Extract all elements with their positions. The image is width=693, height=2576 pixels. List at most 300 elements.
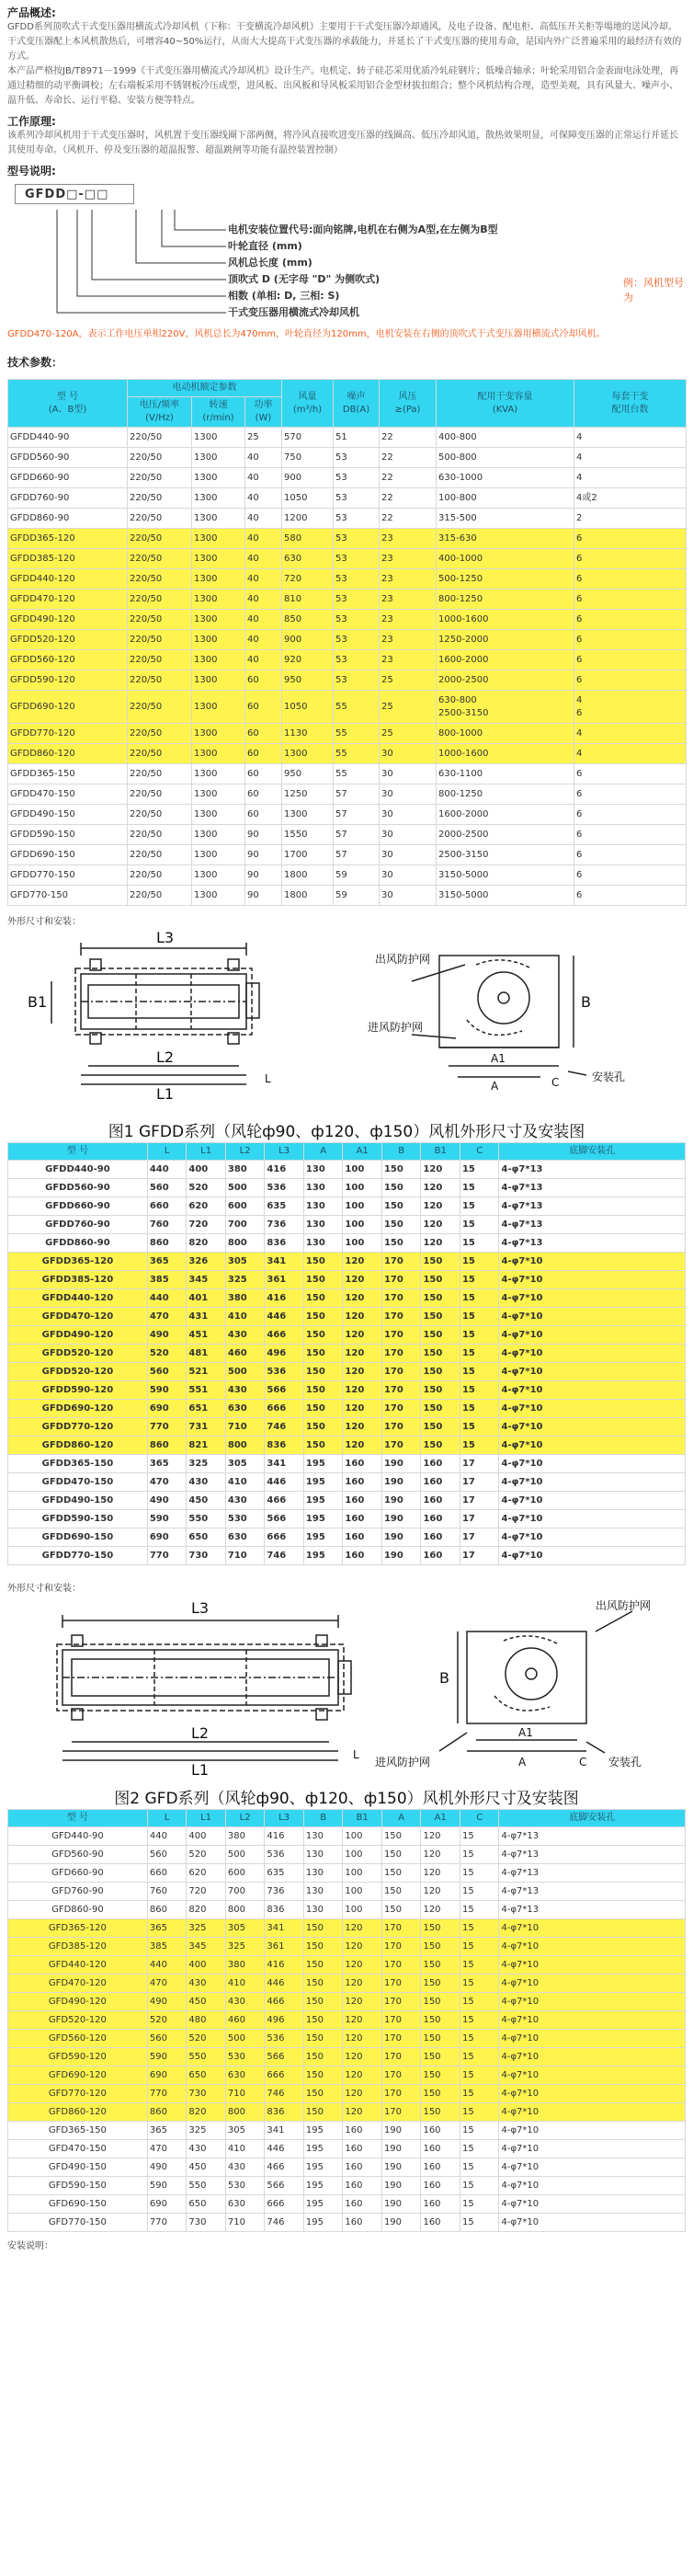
table-cell: 430 [225, 2158, 265, 2177]
cell-power: 25 [245, 428, 282, 448]
cell-pressure: 30 [380, 744, 437, 764]
table-cell: 4-φ7*10 [499, 2214, 686, 2232]
table-cell: GFD440-90 [8, 1827, 148, 1846]
cell-air: 1130 [282, 724, 334, 744]
table-cell: 305 [225, 1919, 265, 1938]
cell-model: GFDD860-120 [8, 744, 128, 764]
table-cell: 836 [265, 1437, 304, 1455]
table-cell: 170 [381, 1308, 421, 1326]
table-row [8, 865, 687, 886]
table-cell: 4-φ7*10 [499, 1528, 686, 1547]
table-cell: 325 [187, 1455, 226, 1473]
table-cell: 150 [381, 1883, 421, 1901]
cell-air: 900 [282, 468, 334, 488]
table-row [8, 1363, 686, 1381]
table-row [8, 1492, 686, 1510]
table-cell: 460 [225, 2011, 265, 2030]
table-cell: 150 [421, 2067, 460, 2085]
table-cell: GFDD690-150 [8, 1528, 148, 1547]
cell-noise: 59 [334, 865, 380, 886]
cell-capacity: 2000-2500 [437, 825, 574, 845]
table-cell: 430 [225, 1993, 265, 2011]
cell-voltage: 220/50 [128, 549, 192, 569]
table-cell: 100 [343, 1864, 382, 1883]
cell-air: 950 [282, 670, 334, 691]
table-row [8, 1919, 686, 1938]
table-cell: 150 [421, 1289, 460, 1308]
table-cell: 305 [225, 2122, 265, 2140]
cell-air: 1050 [282, 691, 334, 724]
table-cell: 4-φ7*10 [499, 1975, 686, 1993]
table-cell: 120 [343, 1363, 382, 1381]
table-cell: 120 [421, 1827, 460, 1846]
cell-speed: 1300 [192, 845, 245, 865]
cell-noise: 53 [334, 569, 380, 590]
table-cell: 4-φ7*13 [499, 1234, 686, 1253]
table-cell: 15 [460, 1308, 499, 1326]
table-cell: 15 [460, 1326, 499, 1345]
table-cell: 530 [225, 2177, 265, 2195]
th-col-0: 型 号 [8, 1143, 148, 1161]
table-cell: 160 [421, 2214, 460, 2232]
table-cell: 130 [303, 1846, 343, 1864]
dims2-table-body [8, 1827, 686, 2232]
table-cell: 15 [460, 1864, 499, 1883]
table-cell: 730 [187, 2085, 226, 2103]
table-cell: 650 [187, 2067, 226, 2085]
table-cell: 4-φ7*10 [499, 1993, 686, 2011]
table-cell: 120 [343, 2030, 382, 2048]
table-cell: 120 [343, 1919, 382, 1938]
table-cell: 560 [147, 1179, 187, 1197]
table-cell: 820 [187, 2103, 226, 2122]
table-cell: 446 [265, 1473, 304, 1492]
table-cell: 100 [343, 1197, 382, 1216]
cell-qty: 4 [574, 744, 687, 764]
table-cell: 150 [381, 1901, 421, 1919]
table-cell: 520 [187, 2030, 226, 2048]
table-cell: 470 [147, 2140, 187, 2158]
table-cell: 736 [265, 1883, 304, 1901]
table-cell: 466 [265, 1326, 304, 1345]
overview-body-2: 本产品严格按JB/T8971－1999《干式变压器用横流式冷却风机》设计生产。电机定、转子硅芯采用优质冷轧硅钢片；低噪音轴承；叶轮采用铝合金表面电泳处理，再通过精细的动平衡调校；左右端板采用不锈钢板冷压成型，进风板、出风板和导风板采用铝合金型材拔扣组合；整个风机结构合理，造型美观，具有风量大、噪声小、温升低、寿命长、运行平稳、安装方便等特点。 [7, 66, 679, 106]
table-row [8, 886, 687, 906]
dim-b: B [581, 993, 591, 1011]
cell-pressure: 23 [380, 610, 437, 630]
th-air: 风量 (m³/h) [282, 380, 334, 428]
table-row [8, 2030, 686, 2048]
table-cell: 160 [421, 1510, 460, 1528]
table-row [8, 569, 687, 590]
table-cell: 160 [343, 1510, 382, 1528]
cell-air: 1300 [282, 805, 334, 825]
table-cell: 590 [147, 2177, 187, 2195]
table-cell: 325 [187, 1919, 226, 1938]
cell-noise: 53 [334, 509, 380, 529]
table-cell: 170 [381, 2030, 421, 2048]
table-row [8, 1179, 686, 1197]
cell-capacity: 800-1000 [437, 724, 574, 744]
table-cell: 431 [187, 1308, 226, 1326]
th-col-2: L1 [187, 1143, 226, 1161]
table-cell: 170 [381, 2048, 421, 2067]
cell-air: 1700 [282, 845, 334, 865]
table-cell: 520 [147, 1345, 187, 1363]
table-row [8, 2103, 686, 2122]
table-cell: 660 [147, 1864, 187, 1883]
table-cell: 416 [265, 1827, 304, 1846]
table-cell: 15 [460, 1956, 499, 1975]
th-voltage: 电压/频率 (V/Hz) [128, 397, 192, 428]
tech-table [7, 379, 687, 906]
cell-capacity: 1000-1600 [437, 610, 574, 630]
cell-power: 60 [245, 744, 282, 764]
table-row [8, 1528, 686, 1547]
table-cell: 536 [265, 1179, 304, 1197]
cell-speed: 1300 [192, 764, 245, 784]
cell-speed: 1300 [192, 468, 245, 488]
cell-voltage: 220/50 [128, 488, 192, 509]
table-cell: 120 [421, 1846, 460, 1864]
cell-speed: 1300 [192, 691, 245, 724]
cell-noise: 57 [334, 784, 380, 805]
table-cell: GFDD490-120 [8, 1326, 148, 1345]
th-col-1: L [147, 1143, 187, 1161]
cell-power: 60 [245, 764, 282, 784]
table-cell: 15 [460, 2214, 499, 2232]
cell-speed: 1300 [192, 630, 245, 650]
table-cell: 120 [343, 1381, 382, 1400]
table-cell: 440 [147, 1161, 187, 1179]
cell-pressure: 22 [380, 468, 437, 488]
cell-pressure: 30 [380, 865, 437, 886]
table-cell: 410 [225, 2140, 265, 2158]
table-cell: 305 [225, 1455, 265, 1473]
th-col-5: A [303, 1143, 343, 1161]
table-row [8, 1883, 686, 1901]
table-cell: 100 [343, 1234, 382, 1253]
table-cell: 490 [147, 1993, 187, 2011]
table-cell: 4-φ7*10 [499, 2140, 686, 2158]
cell-power: 90 [245, 825, 282, 845]
table-cell: 150 [303, 1919, 343, 1938]
cell-air: 900 [282, 630, 334, 650]
table-row [8, 724, 687, 744]
table-cell: 17 [460, 1473, 499, 1492]
table-cell: 4-φ7*10 [499, 1271, 686, 1289]
table-cell: 160 [343, 2177, 382, 2195]
table-cell: 4-φ7*10 [499, 2085, 686, 2103]
cell-power: 90 [245, 865, 282, 886]
table-cell: GFDD520-120 [8, 1363, 148, 1381]
th-col-0: 型 号 [8, 1810, 148, 1827]
table-cell: 490 [147, 1492, 187, 1510]
cell-model: GFDD590-120 [8, 670, 128, 691]
table-cell: 730 [187, 1547, 226, 1565]
th-capacity: 配用干变容量 (KVA) [437, 380, 574, 428]
table-cell: 590 [147, 2048, 187, 2067]
table-cell: 120 [421, 1883, 460, 1901]
cell-model: GFDD560-90 [8, 448, 128, 468]
table-cell: 430 [225, 1381, 265, 1400]
table-cell: 451 [187, 1326, 226, 1345]
table-cell: 170 [381, 2103, 421, 2122]
overview-title: 产品概述: [7, 6, 56, 19]
table-cell: 17 [460, 1547, 499, 1565]
table-cell: 120 [421, 1161, 460, 1179]
legend-line-2: 叶轮直径 (mm) [228, 240, 302, 252]
cell-noise: 55 [334, 764, 380, 784]
dim2-l1: L1 [191, 1761, 210, 1779]
table-cell: 160 [343, 1528, 382, 1547]
th-col-3: L2 [225, 1143, 265, 1161]
table-cell: 345 [187, 1271, 226, 1289]
table-cell: 120 [421, 1179, 460, 1197]
table-cell: 150 [421, 2030, 460, 2048]
table-cell: 15 [460, 1418, 499, 1437]
cell-voltage: 220/50 [128, 630, 192, 650]
cell-power: 40 [245, 509, 282, 529]
table-row [8, 2195, 686, 2214]
table-cell: 170 [381, 1326, 421, 1345]
table-row [8, 1418, 686, 1437]
table-cell: 550 [187, 1510, 226, 1528]
th-col-4: L3 [265, 1143, 304, 1161]
table-cell: 15 [460, 2067, 499, 2085]
page [0, 6, 693, 2252]
table-cell: 100 [343, 1883, 382, 1901]
cell-capacity: 2500-3150 [437, 845, 574, 865]
table-cell: 15 [460, 2085, 499, 2103]
table-cell: 446 [265, 2140, 304, 2158]
cell-speed: 1300 [192, 590, 245, 610]
table-cell: 195 [303, 1473, 343, 1492]
table-cell: 666 [265, 2067, 304, 2085]
cell-pressure: 30 [380, 805, 437, 825]
table-cell: 150 [421, 1975, 460, 1993]
table-cell: 150 [421, 1418, 460, 1437]
table-row [8, 2122, 686, 2140]
table-cell: 560 [147, 2030, 187, 2048]
table-cell: 490 [147, 1326, 187, 1345]
table-cell: 365 [147, 1919, 187, 1938]
table-cell: 590 [147, 1381, 187, 1400]
cell-qty: 6 [574, 886, 687, 906]
table-cell: 450 [187, 2158, 226, 2177]
table-cell: 4-φ7*13 [499, 1864, 686, 1883]
table-row [8, 1381, 686, 1400]
dim2-a1: A1 [518, 1726, 533, 1739]
table-cell: 150 [421, 2011, 460, 2030]
table-cell: GFDD365-150 [8, 1455, 148, 1473]
table-row [8, 488, 687, 509]
table-cell: GFD470-150 [8, 2140, 148, 2158]
cell-pressure: 25 [380, 691, 437, 724]
table-cell: 15 [460, 2158, 499, 2177]
cell-air: 1800 [282, 865, 334, 886]
th-col-6: B1 [343, 1810, 382, 1827]
table-cell: 120 [343, 1345, 382, 1363]
table-row [8, 1975, 686, 1993]
table-cell: 4-φ7*10 [499, 1437, 686, 1455]
table-cell: 15 [460, 1437, 499, 1455]
table-cell: 530 [225, 2048, 265, 2067]
table-cell: 190 [381, 1528, 421, 1547]
table-cell: GFD860-90 [8, 1901, 148, 1919]
table-cell: 150 [381, 1179, 421, 1197]
cell-capacity [437, 691, 574, 724]
cell-qty: 6 [574, 569, 687, 590]
fig2-caption: 图2 GFD系列（风轮ф90、ф120、ф150）风机外形尺寸及安装图 [114, 1790, 579, 1808]
table-cell: 466 [265, 2158, 304, 2177]
principle-body: 该系列冷却风机用于干式变压器时，风机置于变压器线圈下部两侧，将冷风直接吹进变压器的线圈高、低压冷却风道，散热效果明显，可保障变压器的正常运行并延长其使用寿命。（风机开、停及变压器的超温报警、超温跳闸等功能有温控装置控制） [7, 131, 678, 155]
table-cell: 150 [381, 1161, 421, 1179]
table-cell: 150 [421, 1437, 460, 1455]
table-cell: 15 [460, 2048, 499, 2067]
table-cell: 150 [303, 1271, 343, 1289]
table-cell: GFDD365-120 [8, 1253, 148, 1271]
table-cell: 120 [343, 2048, 382, 2067]
table-cell: 4-φ7*10 [499, 2011, 686, 2030]
table-cell: GFD385-120 [8, 1938, 148, 1956]
table-row [8, 691, 687, 724]
table-row [8, 744, 687, 764]
table-cell: GFDD440-120 [8, 1289, 148, 1308]
cell-qty: 2 [574, 509, 687, 529]
dim2-a: A [518, 1756, 527, 1769]
table-cell: 15 [460, 1993, 499, 2011]
table-cell: 4-φ7*10 [499, 1308, 686, 1326]
cell-pressure: 23 [380, 529, 437, 549]
table-cell: 15 [460, 1883, 499, 1901]
table-row [8, 2140, 686, 2158]
cell-speed: 1300 [192, 825, 245, 845]
table-cell: 600 [225, 1197, 265, 1216]
cell-capacity: 315-500 [437, 509, 574, 529]
table-cell: 4-φ7*10 [499, 1400, 686, 1418]
table-cell: 496 [265, 1345, 304, 1363]
table-cell: 4-φ7*10 [499, 1381, 686, 1400]
table-cell: 150 [421, 2085, 460, 2103]
table-cell: 590 [147, 1510, 187, 1528]
th-col-8: B1 [421, 1143, 460, 1161]
cell-capacity-line-1: 630-800 [438, 694, 477, 705]
table-cell: GFD860-120 [8, 2103, 148, 2122]
cell-voltage: 220/50 [128, 805, 192, 825]
cell-voltage: 220/50 [128, 569, 192, 590]
cell-voltage: 220/50 [128, 529, 192, 549]
cell-voltage: 220/50 [128, 428, 192, 448]
table-cell: 466 [265, 1993, 304, 2011]
table-cell: 170 [381, 1345, 421, 1363]
cell-speed: 1300 [192, 610, 245, 630]
table-cell: 466 [265, 1492, 304, 1510]
table-cell: 150 [303, 1437, 343, 1455]
table-cell: 150 [303, 1289, 343, 1308]
table-row [8, 428, 687, 448]
table-cell: 150 [421, 1326, 460, 1345]
table-cell: 770 [147, 2214, 187, 2232]
th-motor: 电动机额定参数 [128, 380, 282, 397]
table-cell: GFD520-120 [8, 2011, 148, 2030]
table-cell: 120 [343, 2085, 382, 2103]
table-cell: 821 [187, 1437, 226, 1455]
table-row [8, 2011, 686, 2030]
table-row [8, 845, 687, 865]
table-cell: 160 [343, 2195, 382, 2214]
table-cell: 150 [421, 1363, 460, 1381]
table-cell: 150 [381, 1197, 421, 1216]
table-cell: 195 [303, 2158, 343, 2177]
table-cell: 170 [381, 2067, 421, 2085]
cell-qty: 6 [574, 784, 687, 805]
table-row [8, 784, 687, 805]
cell-model: GFDD590-150 [8, 825, 128, 845]
cell-air: 580 [282, 529, 334, 549]
table-row [8, 1901, 686, 1919]
table-cell: 4-φ7*10 [499, 2122, 686, 2140]
table-cell: 150 [303, 2067, 343, 2085]
cell-model: GFDD470-120 [8, 590, 128, 610]
model-title: 型号说明: [7, 165, 56, 177]
cell-model: GFDD770-150 [8, 865, 128, 886]
table-cell: 160 [421, 1473, 460, 1492]
table-cell: 160 [421, 1528, 460, 1547]
table-cell: 4-φ7*10 [499, 2067, 686, 2085]
cell-pressure: 23 [380, 650, 437, 670]
cell-pressure: 23 [380, 630, 437, 650]
th-col-6: A1 [343, 1143, 382, 1161]
table-cell: GFD490-120 [8, 1993, 148, 2011]
table-cell: 500 [225, 1179, 265, 1197]
model-example: 例：风机型号为 [623, 277, 684, 303]
cell-model: GFDD440-90 [8, 428, 128, 448]
cell-qty: 6 [574, 865, 687, 886]
table-cell: 630 [225, 1400, 265, 1418]
cell-pressure: 30 [380, 886, 437, 906]
cell-qty: 6 [574, 825, 687, 845]
table-cell: 160 [421, 2195, 460, 2214]
cell-capacity: 500-800 [437, 448, 574, 468]
table-cell: 170 [381, 1437, 421, 1455]
cell-noise: 53 [334, 590, 380, 610]
cell-noise: 55 [334, 691, 380, 724]
table-row [8, 2067, 686, 2085]
table-cell: 15 [460, 1234, 499, 1253]
cell-power: 60 [245, 784, 282, 805]
cell-qty: 6 [574, 610, 687, 630]
table-cell: 15 [460, 1400, 499, 1418]
table-cell: 170 [381, 1381, 421, 1400]
table-cell: 150 [381, 1846, 421, 1864]
table-cell: GFD590-150 [8, 2177, 148, 2195]
table-row [8, 764, 687, 784]
cell-air: 810 [282, 590, 334, 610]
th-qty: 每套干变 配用台数 [574, 380, 687, 428]
table-cell: 120 [421, 1864, 460, 1883]
table-cell: 150 [303, 2011, 343, 2030]
cell-qty [574, 691, 687, 724]
table-cell: 860 [147, 1234, 187, 1253]
table-cell: GFD590-120 [8, 2048, 148, 2067]
table-row [8, 2177, 686, 2195]
table-cell: 385 [147, 1271, 187, 1289]
cell-noise: 57 [334, 825, 380, 845]
table-cell: 536 [265, 2030, 304, 2048]
th-col-8: A1 [421, 1810, 460, 1827]
table-cell: 630 [225, 1528, 265, 1547]
table-row [8, 1956, 686, 1975]
